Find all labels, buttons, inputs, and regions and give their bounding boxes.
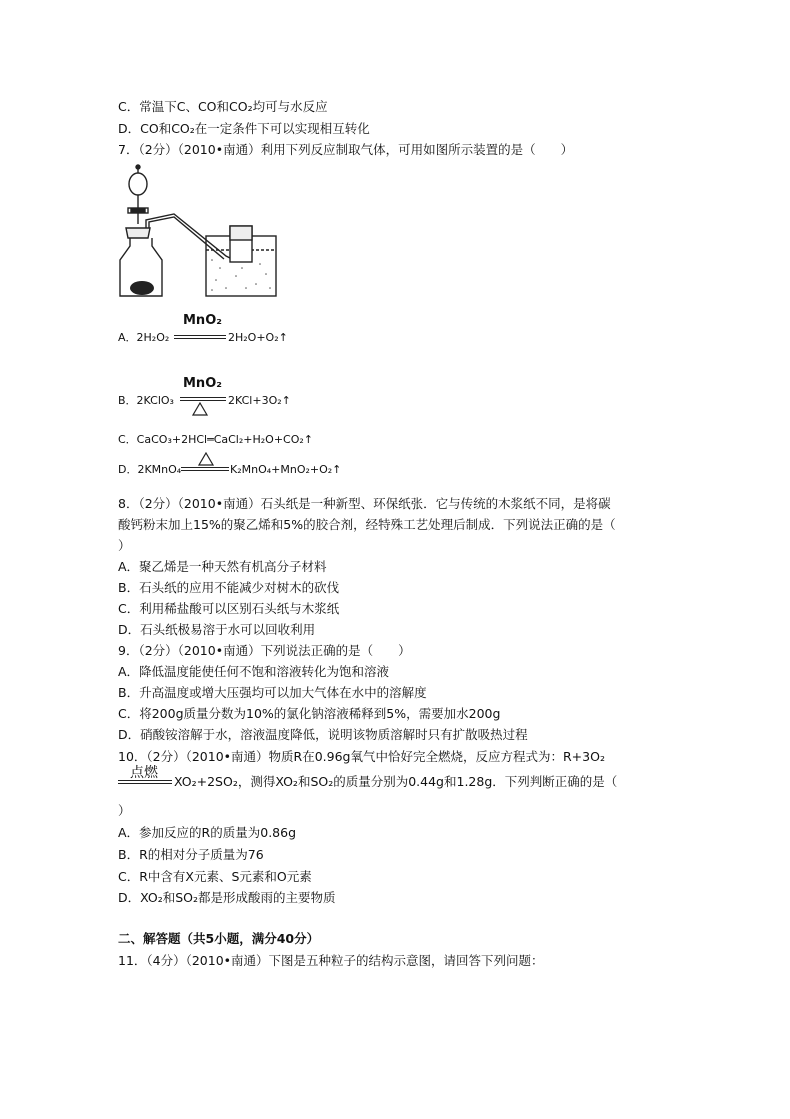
- q8-option-b: B．石头纸的应用不能减少对树木的砍伐: [118, 580, 340, 595]
- q7-option-b-catalyst: MnO₂: [183, 376, 222, 391]
- q9-option-b: B．升高温度或增大压强均可以加大气体在水中的溶解度: [118, 685, 427, 700]
- q8-stem-line2: 酸钙粉末加上15%的聚乙烯和5%的胶合剂，经特殊工艺处理后制成．下列说法正确的是（: [118, 517, 616, 532]
- q6-option-c: C．常温下C、CO和CO₂均可与水反应: [118, 99, 328, 114]
- q10-option-a: A．参加反应的R的质量为0.86g: [118, 825, 297, 840]
- q10-option-b: B．R的相对分子质量为76: [118, 847, 264, 862]
- q9-option-a: A．降低温度能使任何不饱和溶液转化为饱和溶液: [118, 664, 390, 679]
- q7-option-a-catalyst: MnO₂: [183, 313, 222, 328]
- q8-option-a: A．聚乙烯是一种天然有机高分子材料: [118, 559, 327, 574]
- q10-stem-line3: ）: [118, 803, 131, 818]
- q9-option-c: C．将200g质量分数为10%的氯化钠溶液稀释到5%，需要加水200g: [118, 706, 501, 721]
- q6-option-d: D．CO和CO₂在一定条件下可以实现相互转化: [118, 121, 370, 136]
- q7-option-c: C．CaCO₃+2HCl═CaCl₂+H₂O+CO₂↑: [118, 433, 314, 446]
- q9-stem: 9．（2分）（2010•南通）下列说法正确的是（ ）: [118, 643, 411, 658]
- q10-stem-line1: 10．（2分）（2010•南通）物质R在0.96g氧气中恰好完全燃烧，反应方程式为：R+3O₂: [118, 749, 605, 764]
- q8-stem-line3: ）: [118, 538, 131, 553]
- q7-stem: 7．（2分）（2010•南通）利用下列反应制取气体，可用如图所示装置的是（ ）: [118, 142, 574, 157]
- q10-equals-bar: [118, 780, 172, 784]
- q8-stem-line1: 8．（2分）（2010•南通）石头纸是一种新型、环保纸张．它与传统的木浆纸不同，是将碳: [118, 496, 611, 511]
- q8-option-c: C．利用稀盐酸可以区别石头纸与木浆纸: [118, 601, 340, 616]
- q10-ignite-condition: 点燃: [130, 765, 158, 781]
- gas-apparatus-figure: [116, 164, 280, 300]
- q7-option-d-reactant: D．2KMnO₄: [118, 463, 182, 476]
- q10-stem-line2: XO₂+2SO₂，测得XO₂和SO₂的质量分别为0.44g和1.28g．下列判断正确的是（: [174, 774, 618, 789]
- q11-stem: 11．（4分）（2010•南通）下图是五种粒子的结构示意图，请回答下列问题：: [118, 953, 544, 968]
- q7-option-a-product: 2H₂O+O₂↑: [228, 331, 288, 344]
- q9-option-d: D．硝酸铵溶解于水，溶液温度降低，说明该物质溶解时只有扩散吸热过程: [118, 727, 528, 742]
- q7-option-d-product: K₂MnO₄+MnO₂+O₂↑: [230, 463, 342, 476]
- q7-option-b-product: 2KCl+3O₂↑: [228, 394, 291, 407]
- heat-triangle-icon: [198, 452, 214, 466]
- q10-option-c: C．R中含有X元素、S元素和O元素: [118, 869, 312, 884]
- q7-option-a-reactant: A．2H₂O₂: [118, 331, 170, 344]
- q7-option-d-equals-bar: [181, 467, 229, 471]
- q7-option-b-reactant: B．2KClO₃: [118, 394, 174, 407]
- q10-option-d: D．XO₂和SO₂都是形成酸雨的主要物质: [118, 890, 336, 905]
- heat-triangle-icon: [192, 402, 208, 416]
- section-heading: 二、解答题（共5小题，满分40分）: [118, 931, 320, 946]
- q7-option-b-equals-bar: [180, 397, 226, 401]
- q7-option-a-equals-bar: [174, 335, 226, 339]
- q8-option-d: D．石头纸极易溶于水可以回收利用: [118, 622, 316, 637]
